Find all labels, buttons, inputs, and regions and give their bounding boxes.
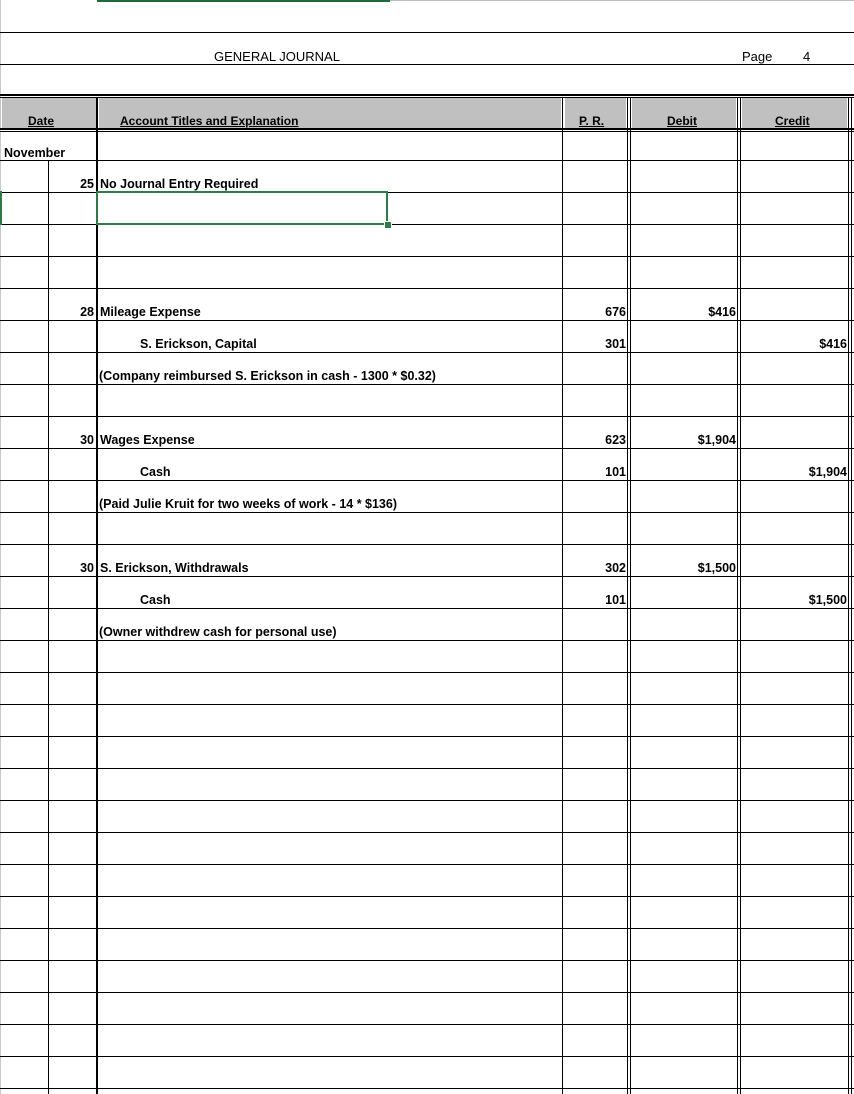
grid-hline xyxy=(0,352,854,353)
entry-credit[interactable]: $416 xyxy=(819,337,847,351)
grid-hline xyxy=(0,704,854,705)
grid-hline xyxy=(0,480,854,481)
entry-day[interactable]: 25 xyxy=(80,177,94,191)
entry-account[interactable]: (Owner withdrew cash for personal use) xyxy=(99,625,337,639)
entry-account[interactable]: S. Erickson, Withdrawals xyxy=(100,561,249,575)
entry-account[interactable]: S. Erickson, Capital xyxy=(140,337,257,351)
entry-pr[interactable]: 301 xyxy=(605,337,626,351)
selected-cell[interactable] xyxy=(96,191,388,225)
grid-vline xyxy=(848,98,849,1094)
grid-hline xyxy=(0,896,854,897)
entry-account[interactable]: Cash xyxy=(140,593,171,607)
entry-day[interactable]: 30 xyxy=(80,561,94,575)
entry-pr[interactable]: 676 xyxy=(605,305,626,319)
page-label: Page xyxy=(742,49,773,64)
journal-title: GENERAL JOURNAL xyxy=(214,49,340,64)
grid-hline xyxy=(0,1056,854,1057)
active-row-indicator xyxy=(0,191,2,225)
grid-hline xyxy=(0,992,854,993)
grid-hline xyxy=(0,416,854,417)
grid-hline xyxy=(0,320,854,321)
column-header-date: Date xyxy=(28,114,55,128)
entry-pr[interactable]: 101 xyxy=(605,593,626,607)
column-header-debit: Debit xyxy=(667,114,697,128)
entry-credit[interactable]: $1,500 xyxy=(808,593,847,607)
sheet-left-edge xyxy=(0,0,1,1094)
grid-hline xyxy=(0,928,854,929)
grid-hline xyxy=(0,288,854,289)
grid-vline xyxy=(630,98,631,1094)
column-header-pr: P. R. xyxy=(579,114,605,128)
grid-vline xyxy=(48,160,49,1094)
grid-hline xyxy=(0,576,854,577)
page-number-underline xyxy=(779,64,815,65)
entry-account[interactable]: Cash xyxy=(140,465,171,479)
grid-vline xyxy=(737,98,738,1094)
sheet-top-border xyxy=(390,0,854,1)
entry-pr[interactable]: 101 xyxy=(605,465,626,479)
grid-hline xyxy=(0,160,854,161)
page-number: 4 xyxy=(803,49,811,64)
grid-hline xyxy=(0,512,854,513)
grid-hline xyxy=(0,131,854,132)
entry-day[interactable]: 28 xyxy=(80,305,94,319)
entry-account[interactable]: (Company reimbursed S. Erickson in cash - 1300 * $0.32) xyxy=(99,369,436,383)
month-label[interactable]: November xyxy=(4,146,66,160)
grid-hline xyxy=(0,832,854,833)
entry-credit[interactable]: $1,904 xyxy=(808,465,847,479)
entry-account[interactable]: Mileage Expense xyxy=(100,305,201,319)
entry-debit[interactable]: $1,500 xyxy=(697,561,736,575)
grid-hline xyxy=(0,768,854,769)
entry-day[interactable]: 30 xyxy=(80,433,94,447)
grid-hline xyxy=(0,544,854,545)
grid-hline xyxy=(0,800,854,801)
grid-hline xyxy=(0,960,854,961)
grid-hline xyxy=(0,736,854,737)
entry-debit[interactable]: $416 xyxy=(708,305,736,319)
grid-hline xyxy=(0,128,854,130)
grid-hline xyxy=(0,1088,854,1089)
entry-account[interactable]: (Paid Julie Kruit for two weeks of work - 14 * $136) xyxy=(99,497,397,511)
grid-vline xyxy=(851,98,852,1094)
column-header-credit: Credit xyxy=(775,114,810,128)
grid-hline xyxy=(0,864,854,865)
grid-hline xyxy=(0,1024,854,1025)
grid-hline xyxy=(0,94,854,96)
grid-hline xyxy=(0,672,854,673)
grid-hline xyxy=(0,256,854,257)
grid-hline xyxy=(0,640,854,641)
grid-hline xyxy=(0,608,854,609)
grid-hline xyxy=(0,64,854,65)
grid-vline xyxy=(627,98,628,1094)
entry-pr[interactable]: 623 xyxy=(605,433,626,447)
grid-vline xyxy=(96,98,98,1094)
entry-account[interactable]: No Journal Entry Required xyxy=(100,177,259,191)
entry-account[interactable]: Wages Expense xyxy=(100,433,195,447)
entry-debit[interactable]: $1,904 xyxy=(697,433,736,447)
grid-hline xyxy=(0,384,854,385)
grid-hline xyxy=(0,448,854,449)
fill-handle[interactable] xyxy=(384,221,392,229)
column-header-account: Account Titles and Explanation xyxy=(120,114,299,128)
column-selection-indicator xyxy=(97,0,390,2)
grid-hline xyxy=(0,32,854,33)
entry-pr[interactable]: 302 xyxy=(605,561,626,575)
